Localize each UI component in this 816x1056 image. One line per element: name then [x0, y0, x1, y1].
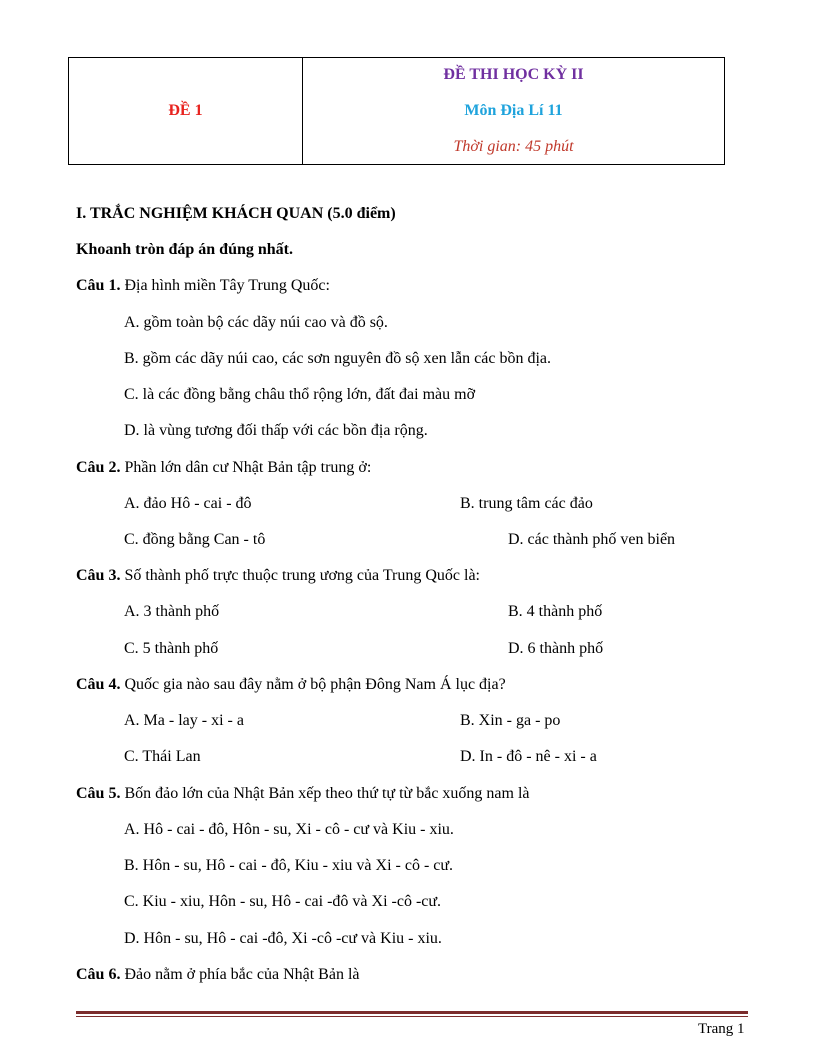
question-2 [76, 458, 371, 478]
question-2-option-b[interactable]: B. trung tâm các đảo [460, 495, 593, 512]
question-5 [76, 784, 530, 804]
question-6 [76, 965, 360, 985]
question-1-option-d[interactable]: D. là vùng tương đối thấp với các bồn địa rộng. [124, 422, 428, 439]
question-3-option-d[interactable]: D. 6 thành phố [508, 640, 604, 657]
question-1-option-a[interactable]: A. gồm toàn bộ các dãy núi cao và đồ sộ. [124, 314, 388, 331]
question-4-text: Quốc gia nào sau đây nằm ở bộ phận Đông Nam Á lục địa? [120, 676, 506, 693]
exam-header-table [68, 57, 725, 165]
question-4-option-c[interactable]: C. Thái Lan [124, 748, 201, 765]
footer-divider-thick [76, 1011, 748, 1014]
question-5-text: Bốn đảo lớn của Nhật Bản xếp theo thứ tự từ bắc xuống nam là [120, 785, 530, 802]
exam-title: ĐỀ THI HỌC KỲ II [443, 66, 584, 83]
question-2-option-a[interactable]: A. đảo Hô - cai - đô [124, 495, 252, 512]
question-1-label: Câu 1. [76, 277, 121, 294]
question-5-option-b[interactable]: B. Hôn - su, Hô - cai - đô, Kiu - xiu và Xi - cô - cư. [124, 857, 454, 874]
question-2-option-c[interactable]: C. đồng bằng Can - tô [124, 531, 266, 548]
question-4-option-b[interactable]: B. Xin - ga - po [460, 712, 561, 729]
question-2-option-d[interactable]: D. các thành phố ven biển [508, 531, 676, 548]
question-5-option-c[interactable]: C. Kiu - xiu, Hôn - su, Hô - cai -đô và Xi -cô -cư. [124, 893, 442, 910]
question-2-text: Phần lớn dân cư Nhật Bản tập trung ở: [120, 459, 372, 476]
question-5-label: Câu 5. [76, 785, 121, 802]
exam-subject: Môn Địa Lí 11 [464, 102, 563, 119]
page-number: Trang 1 [698, 1021, 745, 1037]
question-1-text: Địa hình miền Tây Trung Quốc: [120, 277, 330, 294]
exam-info-cell [303, 58, 725, 165]
question-1-option-c[interactable]: C. là các đồng bằng châu thổ rộng lớn, đất đai màu mỡ [124, 386, 476, 403]
section-instruction: Khoanh tròn đáp án đúng nhất. [76, 241, 293, 258]
question-3-label: Câu 3. [76, 567, 121, 584]
question-3-option-b[interactable]: B. 4 thành phố [508, 603, 603, 620]
question-3-text: Số thành phố trực thuộc trung ương của Trung Quốc là: [120, 567, 480, 584]
question-6-text: Đảo nằm ở phía bắc của Nhật Bản là [120, 966, 360, 983]
exam-code-cell [69, 58, 303, 165]
question-1 [76, 276, 330, 296]
question-3-option-c[interactable]: C. 5 thành phố [124, 640, 219, 657]
exam-time: Thời gian: 45 phút [453, 138, 574, 155]
question-5-option-a[interactable]: A. Hô - cai - đô, Hôn - su, Xi - cô - cư và Kiu - xiu. [124, 821, 454, 838]
question-4 [76, 675, 506, 695]
question-5-option-d[interactable]: D. Hôn - su, Hô - cai -đô, Xi -cô -cư và Kiu - xiu. [124, 930, 442, 947]
question-1-option-b[interactable]: B. gồm các dãy núi cao, các sơn nguyên đồ sộ xen lẫn các bồn địa. [124, 350, 551, 367]
question-3 [76, 566, 480, 586]
question-4-option-d[interactable]: D. In - đô - nê - xi - a [460, 748, 597, 765]
question-2-label: Câu 2. [76, 459, 121, 476]
question-6-label: Câu 6. [76, 966, 121, 983]
question-3-option-a[interactable]: A. 3 thành phố [124, 603, 220, 620]
exam-code-label: ĐỀ 1 [168, 102, 203, 119]
section-heading: I. TRẮC NGHIỆM KHÁCH QUAN (5.0 điểm) [76, 205, 396, 222]
question-4-option-a[interactable]: A. Ma - lay - xi - a [124, 712, 244, 729]
footer-divider-thin [76, 1016, 748, 1017]
question-4-label: Câu 4. [76, 676, 121, 693]
